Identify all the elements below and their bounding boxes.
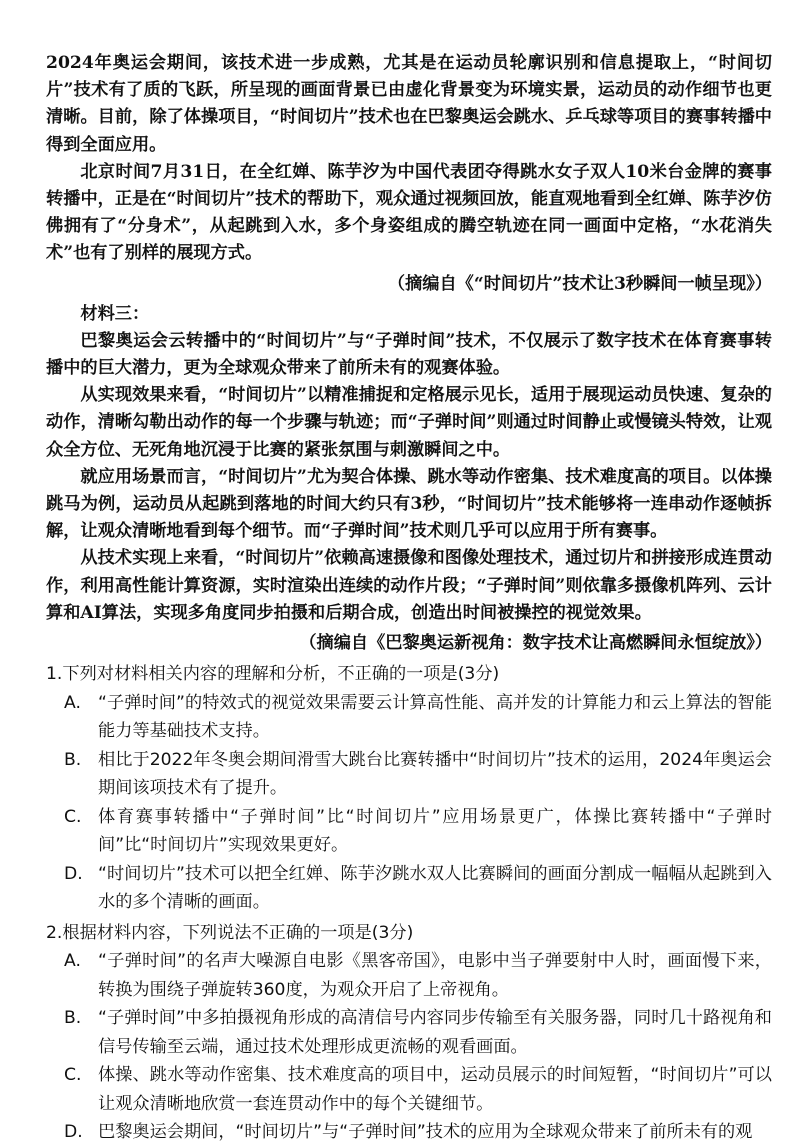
option-letter: B. [64,1008,82,1029]
option-text: “子弹时间”的名声大噪源自电影《黑客帝国》，电影中当子弹要射中人时，画面慢下来，转换为围绕子弹旋转360度，为观众开启了上帝视角。 [98,951,772,1000]
option-letter: C. [64,806,82,827]
source-citation-1: （摘编自《“时间切片”技术让3秒瞬间一帧呈现》） [387,273,772,294]
option-letter: A. [64,951,81,972]
option-letter: B. [64,749,82,770]
option-letter: A. [64,692,81,713]
option-letter: D. [64,1122,83,1143]
material-3-paragraph-4: 从技术实现上来看，“时间切片”依赖高速摄像和图像处理技术，通过切片和拼接形成连贯动作，利用高性能计算资源，实时渲染出连续的动作片段；“子弹时间”则依靠多摄像机阵列、云计算和AI算法，实现多角度同步拍摄和后期合成，创造出时间被操控的视觉效果。 [46,548,772,623]
option-a [46,947,772,1004]
option-b [46,746,772,803]
option-text: “子弹时间”的特效式的视觉效果需要云计算高性能、高并发的计算能力和云上算法的智能能力等基础技术支持。 [98,692,772,742]
option-text: 相比于2022年冬奥会期间滑雪大跳台比赛转播中“时间切片”技术的运用，2024年奥运会期间该项技术有了提升。 [98,749,772,799]
option-c [46,803,772,860]
option-text: 体育赛事转播中“子弹时间”比“时间切片”应用场景更广，体操比赛转播中“子弹时间”比“时间切片”实现效果更好。 [98,806,772,856]
material-3-paragraph-2: 从实现效果来看，“时间切片”以精准捕捉和定格展示见长，适用于展现运动员快速、复杂的动作，清晰勾勒出动作的每一个步骤与轨迹；而“子弹时间”则通过时间静止或慢镜头特效，让观众全方位、无死角地沉浸于比赛的紧张氛围与刺激瞬间之中。 [46,385,772,460]
paragraph-1: 2024年奥运会期间，该技术进一步成熟，尤其是在运动员轮廓识别和信息提取上，“时间切片”技术有了质的飞跃，所呈现的画面背景已由虚化背景变为环境实景，运动员的动作细节也更清晰。目前，除了体操项目，“时间切片”技术也在巴黎奥运会跳水、乒乓球等项目的赛事转播中得到全面应用。 [46,53,772,155]
question-stem: 2.根据材料内容，下列说法不正确的一项是(3分) [46,922,414,943]
paragraph-2: 北京时间7月31日，在全红婵、陈芋汐为中国代表团夺得跳水女子双人10米台金牌的赛事转播中，正是在“时间切片”技术的帮助下，观众通过视频回放，能直观地看到全红婵、陈芋汐仿佛拥有了“分身术”，从起跳到入水，多个身姿组成的腾空轨迹在同一画面中定格，“水花消失术”也有了别样的展现方式。 [46,161,772,264]
question-1 [46,660,772,917]
material-3-paragraph-3: 就应用场景而言，“时间切片”尤为契合体操、跳水等动作密集、技术难度高的项目。以体操跳马为例，运动员从起跳到落地的时间大约只有3秒，“时间切片”技术能够将一连串动作逐帧拆解，让观众清晰地看到每个细节。而“子弹时间”技术则几乎可以应用于所有赛事。 [46,466,772,542]
document-page [46,50,772,1147]
option-text: “子弹时间”中多拍摄视角形成的高清信号内容同步传输至有关服务器，同时几十路视角和信号传输至云端，通过技术处理形成更流畅的观看画面。 [98,1008,772,1057]
question-stem: 1.下列对材料相关内容的理解和分析，不正确的一项是(3分) [46,664,500,685]
option-b [46,1004,772,1061]
question-2 [46,919,772,1147]
option-d [46,860,772,917]
option-a [46,689,772,746]
option-letter: D. [64,863,83,884]
material-3-paragraph-1: 巴黎奥运会云转播中的“时间切片”与“子弹时间”技术，不仅展示了数字技术在体育赛事转播中的巨大潜力，更为全球观众带来了前所未有的观赛体验。 [46,330,772,379]
material-3-title: 材料三： [80,303,150,324]
option-d [46,1118,772,1147]
option-text: 体操、跳水等动作密集、技术难度高的项目中，运动员展示的时间短暂，“时间切片”可以让观众清晰地欣赏一套连贯动作中的每个关键细节。 [98,1065,772,1114]
source-citation-2: （摘编自《巴黎奥运新视角：数字技术让高燃瞬间永恒绽放》） [299,633,772,654]
option-c [46,1061,772,1118]
option-text: “时间切片”技术可以把全红婵、陈芋汐跳水双人比赛瞬间的画面分割成一幅幅从起跳到入水的多个清晰的画面。 [98,863,772,913]
option-letter: C. [64,1065,82,1086]
option-text: 巴黎奥运会期间，“时间切片”与“子弹时间”技术的应用为全球观众带来了前所未有的观 [98,1122,753,1143]
